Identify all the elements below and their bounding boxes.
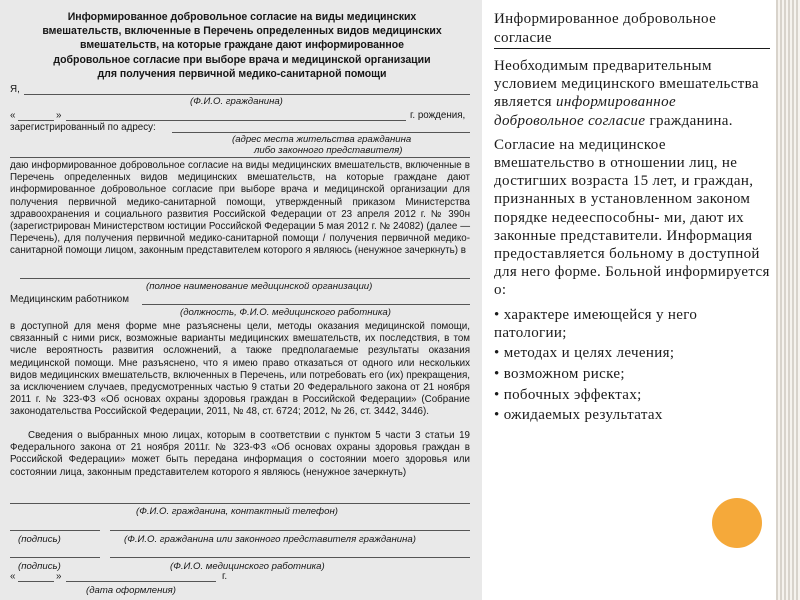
signature-line-2 xyxy=(10,557,100,558)
precondition-end: гражданина. xyxy=(645,112,733,129)
form-title-line: вмешательств, включенные в Перечень определенных видов медицинских xyxy=(42,25,442,38)
form-title xyxy=(31,10,452,81)
paragraph-precondition xyxy=(494,57,770,130)
orange-circle-decoration xyxy=(712,498,762,548)
signature-line xyxy=(10,530,100,531)
caption-position: (должность, Ф.И.О. медицинского работника) xyxy=(180,307,391,318)
slide-title: Информированное добровольное согласие xyxy=(494,10,770,49)
date-day-line xyxy=(18,581,54,582)
date-quote-close: » xyxy=(56,571,62,582)
caption-contact: (Ф.И.О. гражданина, контактный телефон) xyxy=(136,506,338,517)
caption-date: (дата оформления) xyxy=(86,585,176,596)
date-month-line xyxy=(66,581,216,582)
fio-line xyxy=(24,94,470,95)
form-paragraph-1: даю информированное добровольное согласие на виды медицинских вмешательств, включенные в Перечень определенных видов медицинских вмешательств, на которые граждане дают информированное добровольное согласие при выборе врача и медицинской организации для получения первичной медико-санитарной помощи, утвержденный приказом Министерства здравоохранения и социального развития Российской Федерации от 23 апреля 2012 г. № 390н (зарегистрирован Министерством юстиции Российской Федерации 5 мая 2012 г. № 24082) (далее — Перечень), для получения первичной медико-санитарной помощи / получения первичной медико-санитарной помощи лицом, законным представителем которого я являюсь (ненужное зачеркнуть) в xyxy=(10,160,470,257)
form-title-line: Информированное добровольное согласие на виды медицинских xyxy=(67,11,417,23)
worker-line xyxy=(110,557,470,558)
birth-quote-close: » xyxy=(56,110,62,121)
caption-address-2: либо законного представителя) xyxy=(254,145,403,156)
position-line xyxy=(142,304,470,305)
date-year-label: г. xyxy=(222,571,228,582)
list-item: • побочных эффектах; xyxy=(494,386,642,403)
representative-line xyxy=(110,530,470,531)
form-title-line: добровольное согласие при выборе врача и медицинской организации xyxy=(53,53,431,66)
info-bullet-list xyxy=(494,306,770,425)
medical-worker-label: Медицинским работником xyxy=(10,294,129,305)
form-ya-label: Я, xyxy=(10,84,20,95)
decorative-stripes xyxy=(776,0,800,600)
slide-text-panel xyxy=(482,0,800,600)
date-quote-open: « xyxy=(10,571,16,582)
registered-label: зарегистрированный по адресу: xyxy=(10,122,156,133)
precondition-emphasis: информированное добровольное согласие xyxy=(494,94,676,129)
slide-content xyxy=(494,10,770,427)
paragraph-consent-minors: Согласие на медицинское вмешательство в отношении лиц, не достигших возраста 15 лет, и граждан, признанных в установленном законом порядке недееспособны- ми, дают их законные представители. Информация предоставляется больному в доступной для него форме. Больной информируется о: xyxy=(494,136,770,299)
caption-address-1: (адрес места жительства гражданина xyxy=(232,134,412,145)
caption-org: (полное наименование медицинской организации) xyxy=(146,281,373,292)
org-line xyxy=(20,278,470,279)
birth-quote-open: « xyxy=(10,110,16,121)
caption-fio-rep: (Ф.И.О. гражданина или законного представителя гражданина) xyxy=(124,534,416,545)
birth-month-line xyxy=(66,120,406,121)
caption-signature-2: (подпись) xyxy=(18,561,61,572)
form-title-line: вмешательств, на которые граждане дают информированное xyxy=(80,39,404,52)
birth-day-line xyxy=(18,120,54,121)
caption-fio: (Ф.И.О. гражданина) xyxy=(190,96,283,107)
form-paragraph-3: Сведения о выбранных мною лицах, которым в соответствии с пунктом 5 части 3 статьи 19 Федерального закона от 21 ноября 2011г. № 323-ФЗ «Об основах охраны здоровья граждан в Российской Федерации» может быть передана информация о состоянии моего здоровья или состоянии лица, законным представителем которого я являюсь (ненужное зачеркнуть) xyxy=(10,430,470,478)
form-title-line: для получения первичной медико-санитарной помощи xyxy=(97,67,387,80)
form-paragraph-2: в доступной для меня форме мне разъяснены цели, методы оказания медицинской помощи, связанный с ними риск, возможные варианты медицинских вмешательств, их последствия, в том числе вероятность развития осложнений, а также предполагаемые результаты оказания медицинской помощи. Мне разъяснено, что я имею право отказаться от одного или нескольких видов медицинских вмешательств, включенных в Перечень, или потребовать его (их) прекращения, за исключением случаев, предусмотренных частью 9 статьи 20 Федерального закона от 21 ноября 2011 г. № 323-ФЗ «Об основах охраны здоровья граждан в Российской Федерации» (Собрание законодательства Российской Федерации, 2011, № 48, ст. 6724; 2012, № 26, ст. 3442, 3446). xyxy=(10,321,470,418)
list-item: • ожидаемых результатах xyxy=(494,407,663,424)
birth-year-label: г. рождения, xyxy=(410,110,466,121)
address-line xyxy=(172,132,470,133)
list-item: • характере имеющейся у него патологии; xyxy=(494,306,698,341)
list-item: • возможном риске; xyxy=(494,366,625,383)
caption-signature: (подпись) xyxy=(18,534,61,545)
caption-fio-worker: (Ф.И.О. медицинского работника) xyxy=(170,561,325,572)
address-line-2 xyxy=(10,157,470,158)
precondition-text: Необходимым предварительным условием медицинского вмешательства является xyxy=(494,58,759,111)
contact-line xyxy=(10,503,470,504)
list-item: • методах и целях лечения; xyxy=(494,345,675,362)
